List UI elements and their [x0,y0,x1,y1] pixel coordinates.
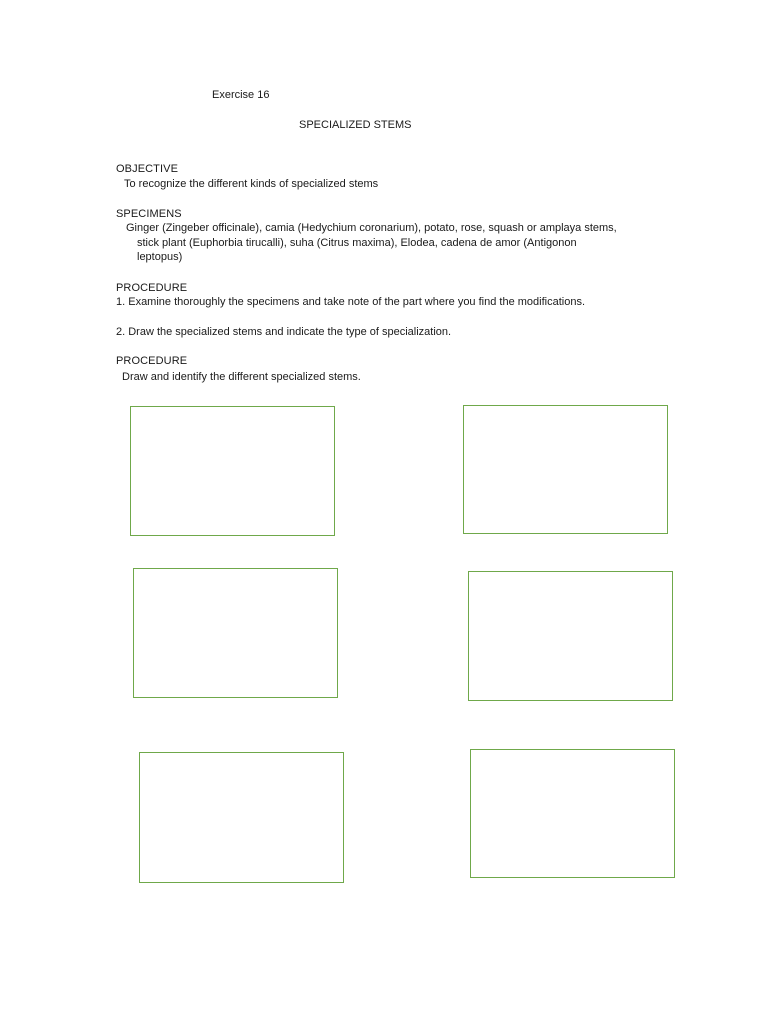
objective-text: To recognize the different kinds of specialized stems [124,178,379,190]
page-title: SPECIALIZED STEMS [299,119,412,131]
procedure-heading-2: PROCEDURE [116,355,188,367]
procedure-heading: PROCEDURE [116,282,188,294]
drawing-box-5 [139,752,344,883]
procedure-step-1: 1. Examine thoroughly the specimens and take note of the part where you find the modifications. [116,296,585,308]
drawing-box-1 [130,406,335,536]
specimens-line-2: stick plant (Euphorbia tirucalli), suha (Citrus maxima), Elodea, cadena de amor (Antigonon [137,237,577,249]
procedure-text-2: Draw and identify the different specialized stems. [122,371,361,383]
drawing-box-4 [468,571,673,701]
exercise-label: Exercise 16 [212,89,270,101]
specimens-heading: SPECIMENS [116,208,182,220]
drawing-box-2 [463,405,668,534]
objective-heading: OBJECTIVE [116,163,179,175]
specimens-line-1: Ginger (Zingeber officinale), camia (Hedychium coronarium), potato, rose, squash or amplaya stems, [126,222,617,234]
procedure-step-2: 2. Draw the specialized stems and indicate the type of specialization. [116,326,452,338]
specimens-line-3: leptopus) [137,251,183,263]
drawing-box-3 [133,568,338,698]
drawing-box-6 [470,749,675,878]
